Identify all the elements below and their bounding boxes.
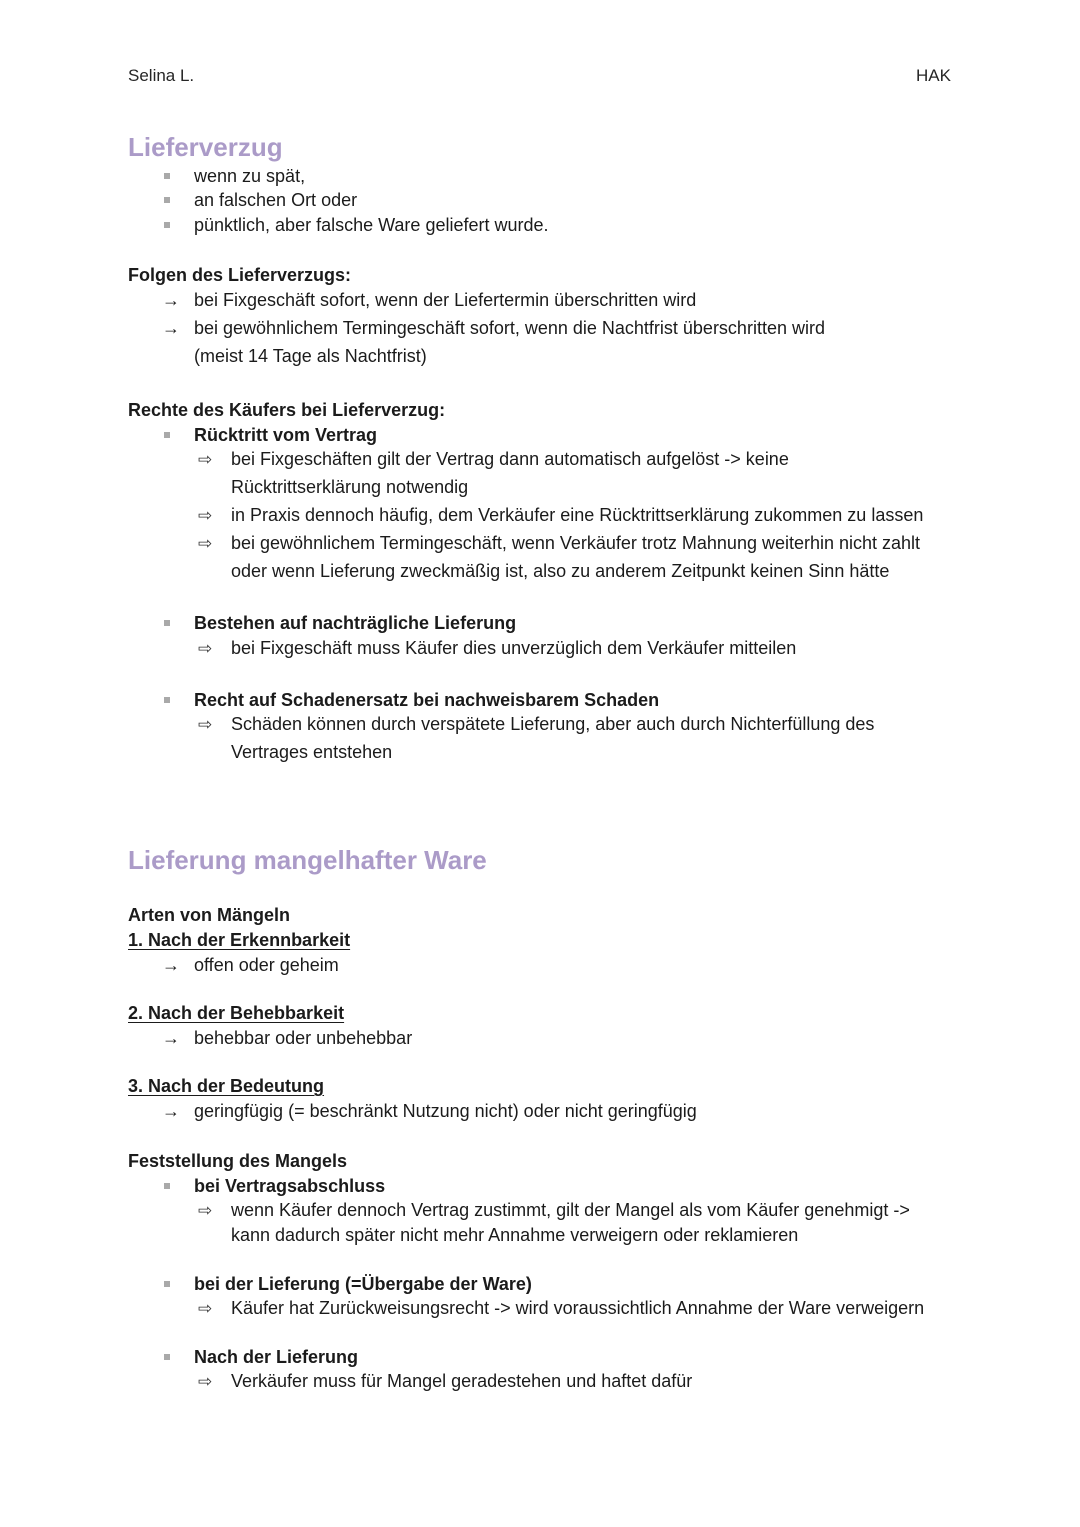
subheading-erkennbarkeit: 1. Nach der Erkennbarkeit	[128, 930, 351, 950]
subheading-behebbarkeit: 2. Nach der Behebbarkeit	[128, 1003, 345, 1023]
outline-arrow-icon: ⇨	[198, 1201, 213, 1220]
heading-folgen: Folgen des Lieferverzugs:	[128, 265, 352, 285]
list-item: offen oder geheim	[194, 955, 339, 975]
bullet-icon	[164, 1281, 170, 1287]
subheading-lieferung: bei der Lieferung (=Übergabe der Ware)	[194, 1274, 532, 1294]
list-item: wenn Käufer dennoch Vertrag zustimmt, gilt der Mangel als vom Käufer genehmigt ->	[231, 1200, 910, 1220]
outline-arrow-icon: ⇨	[198, 1299, 213, 1318]
bullet-icon	[164, 1354, 170, 1360]
heading-feststellung: Feststellung des Mangels	[128, 1151, 348, 1171]
author-name: Selina L.	[128, 66, 195, 85]
heading-arten: Arten von Mängeln	[128, 905, 291, 925]
list-item: behebbar oder unbehebbar	[194, 1028, 413, 1048]
outline-arrow-icon: ⇨	[198, 639, 213, 658]
list-item: in Praxis dennoch häufig, dem Verkäufer eine Rücktrittserklärung zukommen zu lassen	[231, 505, 924, 525]
list-item: bei Fixgeschäft muss Käufer dies unverzüglich dem Verkäufer mitteilen	[231, 638, 797, 658]
subheading-vertragsabschluss: bei Vertragsabschluss	[194, 1176, 386, 1196]
list-item-continuation: oder wenn Lieferung zweckmäßig ist, also zu anderem Zeitpunkt keinen Sinn hätte	[231, 561, 890, 581]
bullet-icon	[164, 620, 170, 626]
list-item-continuation: Vertrages entstehen	[231, 742, 393, 762]
list-item: Schäden können durch verspätete Lieferung, aber auch durch Nichterfüllung des	[231, 714, 875, 734]
list-item: pünktlich, aber falsche Ware geliefert wurde.	[194, 215, 549, 235]
bullet-icon	[164, 197, 170, 203]
outline-arrow-icon: ⇨	[198, 450, 213, 469]
arrow-right-icon: →	[162, 318, 180, 338]
bullet-icon	[164, 1183, 170, 1189]
subheading-bedeutung: 3. Nach der Bedeutung	[128, 1076, 325, 1096]
arrow-right-icon: →	[162, 955, 180, 975]
subheading-bestehen: Bestehen auf nachträgliche Lieferung	[194, 613, 517, 633]
arrow-right-icon: →	[162, 1028, 180, 1048]
bullet-icon	[164, 222, 170, 228]
outline-arrow-icon: ⇨	[198, 534, 213, 553]
bullet-icon	[164, 432, 170, 438]
school-name: HAK	[916, 66, 951, 85]
list-item: bei Fixgeschäft sofort, wenn der Liefertermin überschritten wird	[194, 290, 697, 310]
heading-rechte: Rechte des Käufers bei Lieferverzug:	[128, 400, 446, 420]
list-item: Verkäufer muss für Mangel geradestehen und haftet dafür	[231, 1371, 693, 1391]
outline-arrow-icon: ⇨	[198, 715, 213, 734]
list-item: geringfügig (= beschränkt Nutzung nicht) oder nicht geringfügig	[194, 1101, 697, 1121]
bullet-icon	[164, 697, 170, 703]
subheading-nach-lieferung: Nach der Lieferung	[194, 1347, 359, 1367]
list-item: bei gewöhnlichem Termingeschäft, wenn Verkäufer trotz Mahnung weiterhin nicht zahlt	[231, 533, 921, 553]
subheading-ruecktritt: Rücktritt vom Vertrag	[194, 425, 378, 445]
subheading-schadenersatz: Recht auf Schadenersatz bei nachweisbarem Schaden	[194, 690, 660, 710]
outline-arrow-icon: ⇨	[198, 1372, 213, 1391]
list-item-continuation: Rücktrittserklärung notwendig	[231, 477, 469, 497]
list-item: bei gewöhnlichem Termingeschäft sofort, wenn die Nachtfrist überschritten wird	[194, 318, 825, 338]
section-title-mangelhafte-ware: Lieferung mangelhafter Ware	[128, 845, 487, 875]
note-text: (meist 14 Tage als Nachtfrist)	[194, 346, 427, 366]
section-title-lieferverzug: Lieferverzug	[128, 132, 283, 162]
list-item: an falschen Ort oder	[194, 190, 358, 210]
arrow-right-icon: →	[162, 290, 180, 310]
list-item: bei Fixgeschäften gilt der Vertrag dann automatisch aufgelöst -> keine	[231, 449, 789, 469]
outline-arrow-icon: ⇨	[198, 506, 213, 525]
list-item-continuation: kann dadurch später nicht mehr Annahme verweigern oder reklamieren	[231, 1225, 799, 1245]
list-item: wenn zu spät,	[194, 166, 306, 186]
bullet-icon	[164, 173, 170, 179]
arrow-right-icon: →	[162, 1101, 180, 1121]
list-item: Käufer hat Zurückweisungsrecht -> wird voraussichtlich Annahme der Ware verweigern	[231, 1298, 925, 1318]
